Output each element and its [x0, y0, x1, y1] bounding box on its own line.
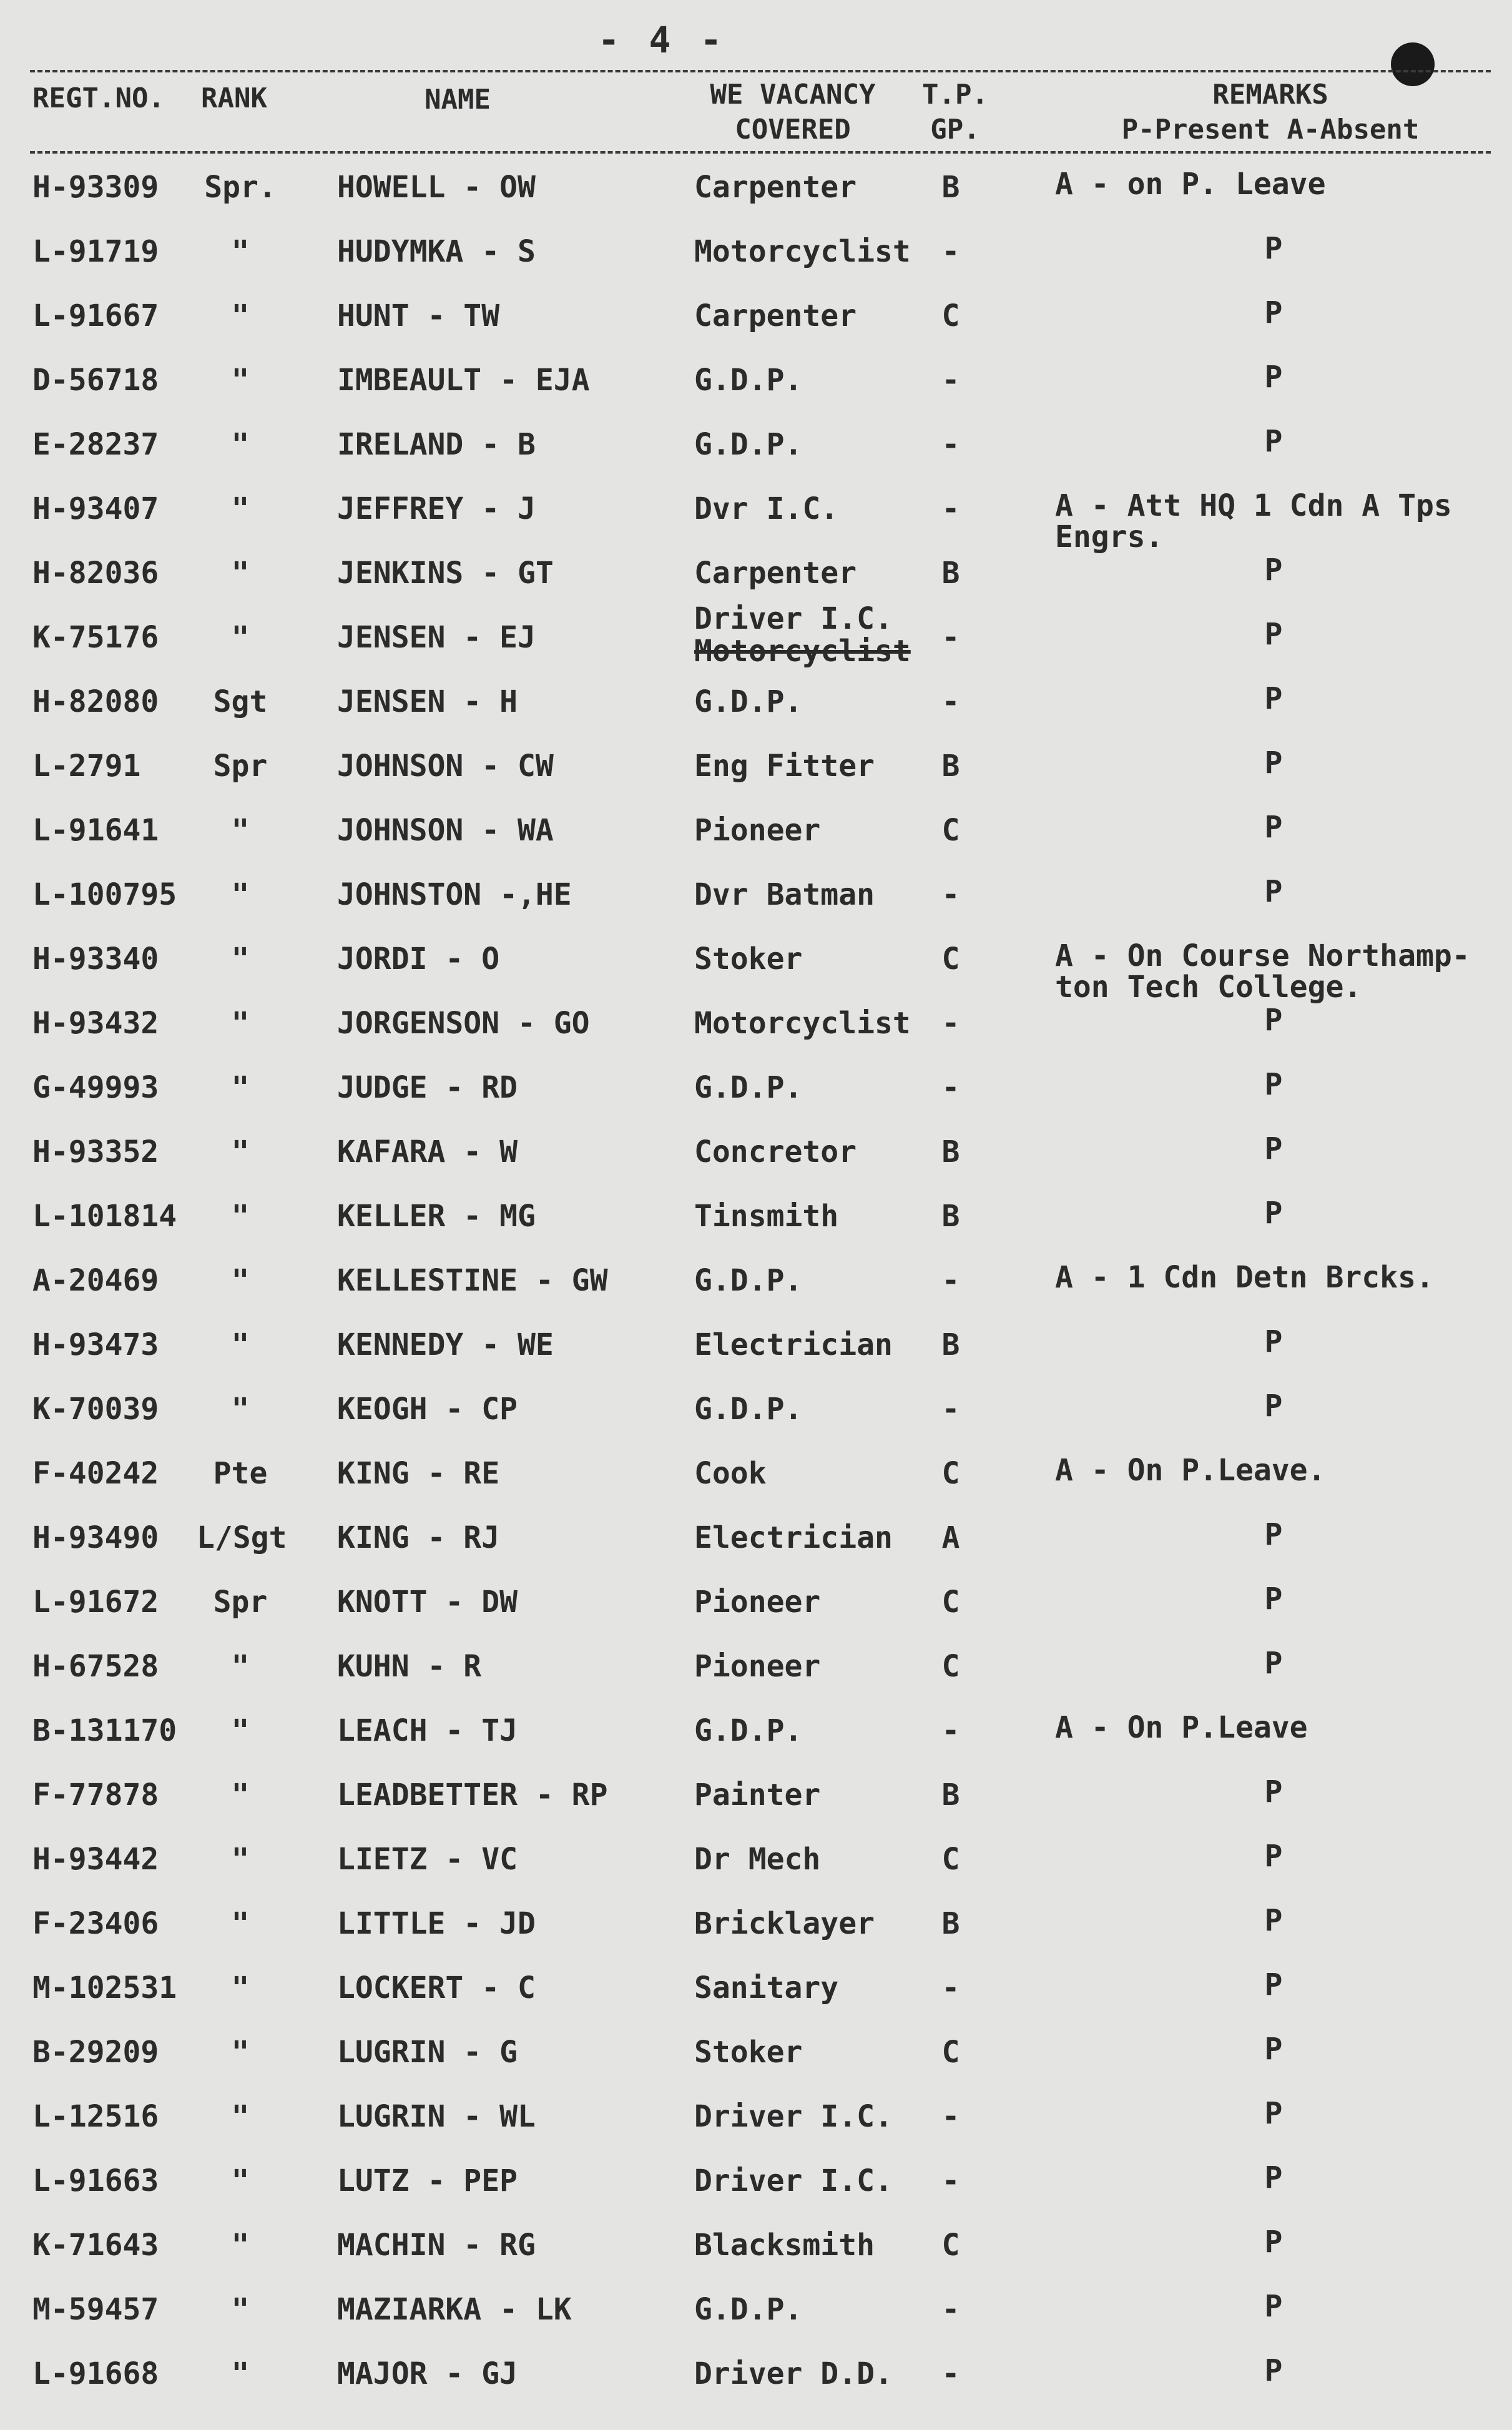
tp-group-cell: - — [941, 1263, 960, 1298]
vacancy-cell: Carpenter — [694, 170, 857, 205]
tp-group-cell: - — [941, 877, 960, 912]
name-cell: JORGENSON - GO — [337, 1006, 590, 1041]
vacancy-cell: G.D.P. — [694, 427, 803, 462]
table-row — [0, 2213, 1512, 2277]
rank-cell: Pte — [213, 1456, 268, 1491]
remarks-cell: P — [1264, 2289, 1283, 2324]
regt-no-cell: K-71643 — [32, 2228, 159, 2263]
rank-cell: " — [231, 1778, 250, 1813]
rank-cell: " — [231, 556, 250, 591]
remarks-cell: P — [1264, 874, 1283, 909]
table-row — [0, 601, 1512, 669]
rank-cell: " — [231, 1070, 250, 1105]
name-cell: KING - RE — [337, 1456, 500, 1491]
tp-group-cell: - — [941, 1713, 960, 1748]
regt-no-cell: H-93490 — [32, 1520, 159, 1555]
table-row — [0, 927, 1512, 1005]
rank-cell: " — [231, 1713, 250, 1748]
name-cell: KING - RJ — [337, 1520, 500, 1555]
tp-group-cell: B — [941, 1199, 960, 1234]
remarks-cell: P — [1264, 2353, 1283, 2388]
regt-no-cell: B-29209 — [32, 2035, 159, 2070]
regt-no-cell: L-91672 — [32, 1585, 159, 1620]
rank-cell: " — [231, 1134, 250, 1169]
header-vacancy: WE VACANCY COVERED — [710, 79, 876, 145]
regt-no-cell: G-49993 — [32, 1070, 159, 1105]
regt-no-cell: H-93340 — [32, 942, 159, 976]
table-row — [0, 1570, 1512, 1634]
name-cell: KENNEDY - WE — [337, 1327, 554, 1362]
name-cell: LUGRIN - G — [337, 2035, 518, 2070]
tp-group-cell: B — [941, 1906, 960, 1941]
vacancy-cell: Bricklayer — [694, 1906, 875, 1941]
table-row — [0, 1891, 1512, 1955]
name-cell: JOHNSON - WA — [337, 813, 554, 848]
header-remarks: REMARKS P-Present A-Absent — [1121, 79, 1420, 145]
remarks-cell: P — [1264, 681, 1283, 716]
remarks-cell: P — [1264, 1517, 1283, 1552]
vacancy-cell: Motorcyclist — [694, 1006, 911, 1041]
page-number: - 4 - — [597, 19, 726, 61]
vacancy-cell: Stoker — [694, 2035, 803, 2070]
name-cell: JENSEN - H — [337, 684, 518, 719]
vacancy-cell: G.D.P. — [694, 684, 803, 719]
tp-group-cell: C — [941, 1585, 960, 1620]
vacancy-cell: Stoker — [694, 942, 803, 976]
vacancy-cell: Dvr Batman — [694, 877, 875, 912]
table-row — [0, 1119, 1512, 1184]
remarks-cell: P — [1264, 2096, 1283, 2131]
regt-no-cell: F-23406 — [32, 1906, 159, 1941]
table-row — [0, 476, 1512, 554]
rank-cell: " — [231, 1649, 250, 1684]
remarks-cell: P — [1264, 1903, 1283, 1938]
name-cell: HOWELL - OW — [337, 170, 536, 205]
regt-no-cell: A-20469 — [32, 1263, 159, 1298]
name-cell: KUHN - R — [337, 1649, 482, 1684]
tp-group-cell: - — [941, 2163, 960, 2198]
tp-group-cell: B — [941, 1778, 960, 1813]
rank-cell: " — [231, 491, 250, 526]
regt-no-cell: H-93432 — [32, 1006, 159, 1041]
header-regt-no: REGT.NO. — [32, 82, 165, 114]
table-row — [0, 1955, 1512, 2020]
vacancy-cell: Electrician — [694, 1520, 893, 1555]
table-row — [0, 1055, 1512, 1119]
rank-cell: Spr — [213, 1585, 268, 1620]
rank-cell: " — [231, 2228, 250, 2263]
vacancy-cell: Painter — [694, 1778, 821, 1813]
vacancy-cell — [694, 603, 911, 667]
table-row — [0, 283, 1512, 348]
remarks-cell: P — [1264, 810, 1283, 845]
table-row — [0, 734, 1512, 798]
rank-cell: Spr. — [204, 170, 277, 205]
remarks-cell: A - On P.Leave. — [1055, 1453, 1326, 1488]
table-row — [0, 1827, 1512, 1891]
table-row — [0, 2277, 1512, 2341]
regt-no-cell: M-102531 — [32, 1970, 177, 2005]
table-row — [0, 2148, 1512, 2213]
table-row — [0, 1377, 1512, 1441]
tp-group-cell: - — [941, 1006, 960, 1041]
regt-no-cell: K-75176 — [32, 620, 159, 655]
name-cell: JOHNSTON -,HE — [337, 877, 572, 912]
regt-no-cell: H-93442 — [32, 1842, 159, 1877]
name-cell: JORDI - O — [337, 942, 500, 976]
regt-no-cell: H-67528 — [32, 1649, 159, 1684]
rank-cell: " — [231, 942, 250, 976]
name-cell: KNOTT - DW — [337, 1585, 518, 1620]
name-cell: LEADBETTER - RP — [337, 1778, 608, 1813]
vacancy-cell: Motorcyclist — [694, 234, 911, 269]
vacancy-cell: Blacksmith — [694, 2228, 875, 2263]
rank-cell: " — [231, 298, 250, 333]
tp-group-cell: - — [941, 427, 960, 462]
remarks-cell: P — [1264, 424, 1283, 459]
tp-group-cell: B — [941, 1327, 960, 1362]
vacancy-cell: G.D.P. — [694, 1392, 803, 1427]
table-row — [0, 155, 1512, 219]
regt-no-cell: M-59457 — [32, 2292, 159, 2327]
table-row — [0, 798, 1512, 862]
rank-cell: " — [231, 1842, 250, 1877]
table-row — [0, 1763, 1512, 1827]
remarks-cell: P — [1264, 1196, 1283, 1231]
remarks-cell: P — [1264, 2225, 1283, 2260]
tp-group-cell: B — [941, 749, 960, 784]
table-row — [0, 991, 1512, 1055]
table-row — [0, 862, 1512, 927]
rank-cell: " — [231, 877, 250, 912]
tp-group-cell: C — [941, 942, 960, 976]
header-tp-gp: T.P. GP. — [922, 79, 988, 145]
remarks-cell: A - 1 Cdn Detn Brcks. — [1055, 1260, 1434, 1295]
table-row — [0, 2020, 1512, 2084]
table-row — [0, 348, 1512, 412]
rank-cell: " — [231, 1006, 250, 1041]
regt-no-cell: L-12516 — [32, 2099, 159, 2134]
table-row — [0, 1248, 1512, 1312]
regt-no-cell: H-93352 — [32, 1134, 159, 1169]
tp-group-cell: B — [941, 170, 960, 205]
header-bottom-rule — [30, 151, 1491, 154]
tp-group-cell: - — [941, 491, 960, 526]
vacancy-cell: Driver I.C. — [694, 2099, 893, 2134]
remarks-cell: P — [1264, 1646, 1283, 1681]
remarks-cell: P — [1264, 1774, 1283, 1809]
name-cell: MACHIN - RG — [337, 2228, 536, 2263]
remarks-cell: P — [1264, 231, 1283, 266]
tp-group-cell: - — [941, 1070, 960, 1105]
name-cell: JENSEN - EJ — [337, 620, 536, 655]
regt-no-cell: B-131170 — [32, 1713, 177, 1748]
vacancy-struck-out: Motorcyclist — [694, 634, 911, 669]
name-cell: IMBEAULT - EJA — [337, 363, 590, 398]
name-cell: KELLER - MG — [337, 1199, 536, 1234]
vacancy-cell: Cook — [694, 1456, 767, 1491]
rank-cell: " — [231, 363, 250, 398]
rank-cell: Sgt — [213, 684, 268, 719]
table-row — [0, 1698, 1512, 1763]
tp-group-cell: B — [941, 556, 960, 591]
name-cell: LUGRIN - WL — [337, 2099, 536, 2134]
name-cell: KELLESTINE - GW — [337, 1263, 608, 1298]
regt-no-cell: L-91641 — [32, 813, 159, 848]
table-row — [0, 2341, 1512, 2406]
rank-cell: " — [231, 2356, 250, 2391]
vacancy-cell: Sanitary — [694, 1970, 839, 2005]
rank-cell: " — [231, 427, 250, 462]
rank-cell: " — [231, 2099, 250, 2134]
rank-cell: Spr — [213, 749, 268, 784]
tp-group-cell: A — [941, 1520, 960, 1555]
regt-no-cell: L-91668 — [32, 2356, 159, 2391]
remarks-cell: P — [1264, 1581, 1283, 1616]
tp-group-cell: - — [941, 620, 960, 655]
regt-no-cell: H-93473 — [32, 1327, 159, 1362]
regt-no-cell: L-91719 — [32, 234, 159, 269]
tp-group-cell: - — [941, 363, 960, 398]
regt-no-cell: F-40242 — [32, 1456, 159, 1491]
regt-no-cell: H-82080 — [32, 684, 159, 719]
table-row — [0, 1312, 1512, 1377]
remarks-cell: P — [1264, 2032, 1283, 2067]
vacancy-cell: Carpenter — [694, 556, 857, 591]
name-cell: LITTLE - JD — [337, 1906, 536, 1941]
tp-group-cell: C — [941, 1456, 960, 1491]
vacancy-cell: G.D.P. — [694, 363, 803, 398]
name-cell: JUDGE - RD — [337, 1070, 518, 1105]
vacancy-cell: G.D.P. — [694, 1713, 803, 1748]
table-row — [0, 2084, 1512, 2148]
rank-cell: " — [231, 1906, 250, 1941]
vacancy-cell: Carpenter — [694, 298, 857, 333]
remarks-cell: P — [1264, 1003, 1283, 1038]
regt-no-cell: D-56718 — [32, 363, 159, 398]
tp-group-cell: - — [941, 684, 960, 719]
regt-no-cell: L-100795 — [32, 877, 177, 912]
rank-cell: " — [231, 2163, 250, 2198]
roll-table — [0, 155, 1512, 2406]
remarks-cell: P — [1264, 1839, 1283, 1874]
vacancy-cell: Pioneer — [694, 1649, 821, 1684]
remarks-cell: A - On P.Leave — [1055, 1710, 1308, 1745]
regt-no-cell: L-2791 — [32, 749, 141, 784]
rank-cell: " — [231, 1392, 250, 1427]
name-cell: JENKINS - GT — [337, 556, 554, 591]
remarks-cell: P — [1264, 295, 1283, 330]
name-cell: LEACH - TJ — [337, 1713, 518, 1748]
tp-group-cell: C — [941, 1842, 960, 1877]
vacancy-cell: Eng Fitter — [694, 749, 875, 784]
rank-cell: " — [231, 620, 250, 655]
remarks-cell: P — [1264, 617, 1283, 652]
name-cell: JEFFREY - J — [337, 491, 536, 526]
vacancy-cell: Dvr I.C. — [694, 491, 839, 526]
name-cell: HUDYMKA - S — [337, 234, 536, 269]
table-row — [0, 219, 1512, 283]
name-cell: IRELAND - B — [337, 427, 536, 462]
rank-cell: " — [231, 2292, 250, 2327]
tp-group-cell: C — [941, 298, 960, 333]
rank-cell: " — [231, 1970, 250, 2005]
remarks-cell: P — [1264, 553, 1283, 588]
table-row — [0, 541, 1512, 605]
tp-group-cell: - — [941, 234, 960, 269]
rank-cell: " — [231, 1199, 250, 1234]
vacancy-cell: G.D.P. — [694, 2292, 803, 2327]
vacancy-cell: G.D.P. — [694, 1263, 803, 1298]
regt-no-cell: L-91663 — [32, 2163, 159, 2198]
remarks-cell: A - on P. Leave — [1055, 167, 1326, 202]
remarks-cell: P — [1264, 1131, 1283, 1166]
remarks-cell: P — [1264, 1967, 1283, 2002]
regt-no-cell: L-101814 — [32, 1199, 177, 1234]
vacancy-cell: Dr Mech — [694, 1842, 821, 1877]
table-row — [0, 1634, 1512, 1698]
vacancy-correction: Driver I.C. — [694, 601, 893, 636]
header-name: NAME — [425, 84, 491, 116]
remarks-cell: A - On Course Northamp- ton Tech College. — [1055, 938, 1470, 1005]
remarks-cell: P — [1264, 1324, 1283, 1359]
tp-group-cell: C — [941, 2228, 960, 2263]
tp-group-cell: C — [941, 813, 960, 848]
vacancy-cell: Pioneer — [694, 813, 821, 848]
vacancy-cell: Driver I.C. — [694, 2163, 893, 2198]
regt-no-cell: H-93309 — [32, 170, 159, 205]
tp-group-cell: - — [941, 2292, 960, 2327]
table-row — [0, 1441, 1512, 1505]
name-cell: KEOGH - CP — [337, 1392, 518, 1427]
remarks-cell: P — [1264, 745, 1283, 780]
rank-cell: " — [231, 1263, 250, 1298]
tp-group-cell: B — [941, 1134, 960, 1169]
remarks-cell: P — [1264, 1389, 1283, 1424]
tp-group-cell: - — [941, 1970, 960, 2005]
name-cell: HUNT - TW — [337, 298, 500, 333]
vacancy-cell: Pioneer — [694, 1585, 821, 1620]
tp-group-cell: C — [941, 2035, 960, 2070]
name-cell: KAFARA - W — [337, 1134, 518, 1169]
vacancy-cell: Driver D.D. — [694, 2356, 893, 2391]
regt-no-cell: F-77878 — [32, 1778, 159, 1813]
table-row — [0, 1505, 1512, 1570]
vacancy-cell: G.D.P. — [694, 1070, 803, 1105]
regt-no-cell: H-82036 — [32, 556, 159, 591]
tp-group-cell: - — [941, 2356, 960, 2391]
rank-cell: L/Sgt — [197, 1520, 287, 1555]
vacancy-cell: Concretor — [694, 1134, 857, 1169]
name-cell: LIETZ - VC — [337, 1842, 518, 1877]
table-row — [0, 669, 1512, 734]
regt-no-cell: K-70039 — [32, 1392, 159, 1427]
name-cell: JOHNSON - CW — [337, 749, 554, 784]
remarks-cell: P — [1264, 1067, 1283, 1102]
rank-cell: " — [231, 1327, 250, 1362]
table-row — [0, 1184, 1512, 1248]
remarks-cell: A - Att HQ 1 Cdn A Tps Engrs. — [1055, 488, 1452, 554]
rank-cell: " — [231, 234, 250, 269]
regt-no-cell: E-28237 — [32, 427, 159, 462]
regt-no-cell: L-91667 — [32, 298, 159, 333]
header-rank: RANK — [201, 82, 267, 114]
regt-no-cell: H-93407 — [32, 491, 159, 526]
tp-group-cell: - — [941, 2099, 960, 2134]
header-top-rule — [30, 70, 1491, 72]
remarks-cell: P — [1264, 2160, 1283, 2195]
name-cell: LOCKERT - C — [337, 1970, 536, 2005]
vacancy-cell: Tinsmith — [694, 1199, 839, 1234]
name-cell: LUTZ - PEP — [337, 2163, 518, 2198]
name-cell: MAZIARKA - LK — [337, 2292, 572, 2327]
rank-cell: " — [231, 813, 250, 848]
table-row — [0, 412, 1512, 476]
tp-group-cell: - — [941, 1392, 960, 1427]
name-cell: MAJOR - GJ — [337, 2356, 518, 2391]
vacancy-cell: Electrician — [694, 1327, 893, 1362]
remarks-cell: P — [1264, 360, 1283, 395]
tp-group-cell: C — [941, 1649, 960, 1684]
rank-cell: " — [231, 2035, 250, 2070]
